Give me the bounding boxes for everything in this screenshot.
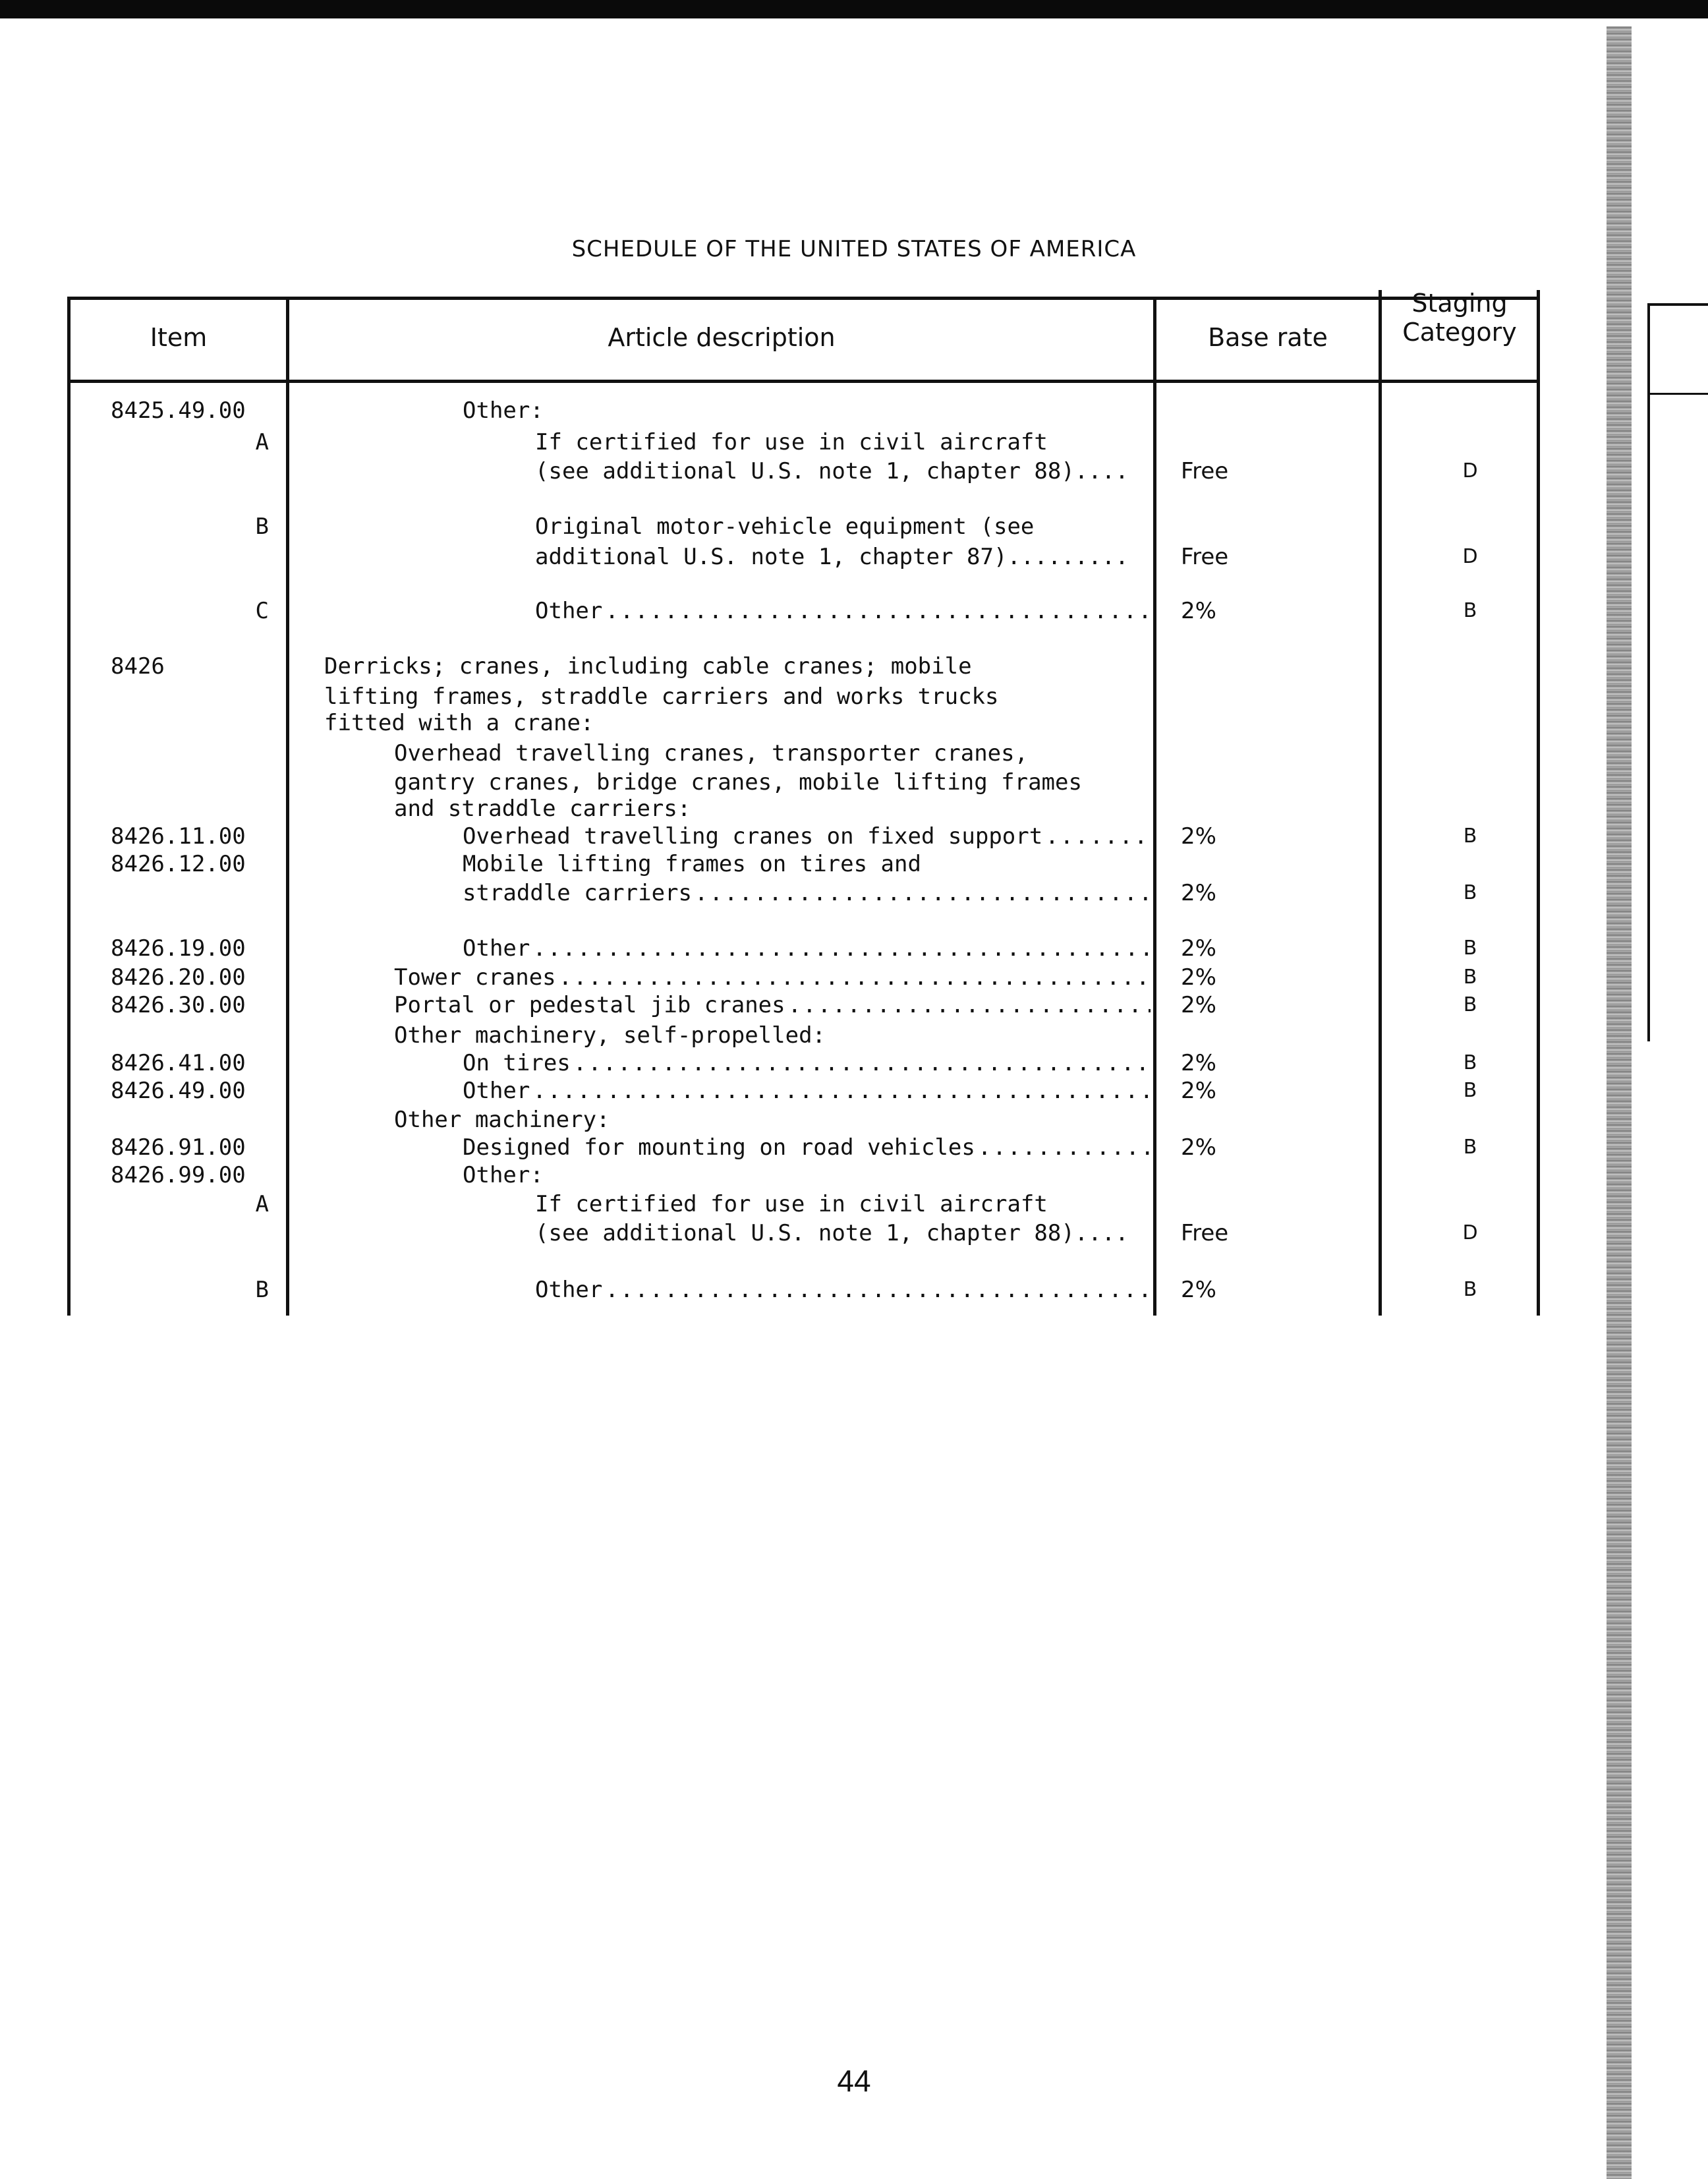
- staging-category: B: [1463, 993, 1477, 1016]
- base-rate: 2%: [1181, 1134, 1216, 1161]
- table-row: [0, 740, 1708, 767]
- table-row: [0, 1106, 1708, 1134]
- base-rate: 2%: [1181, 992, 1216, 1018]
- item-number: 8426.99.00: [111, 1162, 246, 1188]
- base-rate: Free: [1181, 1220, 1229, 1246]
- table-row: [0, 1134, 1708, 1161]
- article-description: Designed for mounting on road vehicles .....: [463, 1134, 1151, 1161]
- table-row: [0, 769, 1708, 796]
- article-description: Overhead travelling cranes on fixed support .....: [463, 823, 1151, 850]
- article-description: Other .....: [535, 597, 1151, 625]
- header-base-rate: Base rate: [1208, 323, 1328, 352]
- base-rate: 2%: [1181, 1277, 1216, 1303]
- article-description: Other:: [463, 397, 1151, 424]
- table-row: [0, 543, 1708, 571]
- article-description: and straddle carriers:: [394, 795, 1151, 823]
- staging-category: D: [1462, 545, 1478, 568]
- article-description: If certified for use in civil aircraft: [535, 1190, 1151, 1218]
- article-description: Other .....: [463, 1077, 1151, 1105]
- article-description: gantry cranes, bridge cranes, mobile lifting frames: [394, 769, 1151, 796]
- staging-category: B: [1463, 1136, 1477, 1159]
- header-staging-category: [1382, 289, 1537, 347]
- header-staging-line: Staging: [1411, 289, 1508, 318]
- item-number: 8426.91.00: [111, 1134, 246, 1161]
- item-subcode: B: [255, 1277, 269, 1303]
- base-rate: 2%: [1181, 823, 1216, 850]
- item-subcode: B: [255, 513, 269, 540]
- table-row: [0, 1276, 1708, 1304]
- table-row: [0, 709, 1708, 737]
- staging-category: D: [1462, 1221, 1478, 1244]
- article-description: (see additional U.S. note 1, chapter 88)....: [535, 1219, 1151, 1247]
- staging-category: D: [1462, 459, 1478, 482]
- table-row: [0, 683, 1708, 711]
- staging-category: B: [1463, 1051, 1477, 1074]
- article-description: Original motor-vehicle equipment (see: [535, 513, 1151, 540]
- article-description: (see additional U.S. note 1, chapter 88)....: [535, 457, 1151, 485]
- table-row: [0, 1161, 1708, 1189]
- article-description: Portal or pedestal jib cranes .....: [394, 991, 1151, 1019]
- article-description: On tires .....: [463, 1049, 1151, 1077]
- item-number: 8425.49.00: [111, 397, 246, 424]
- article-description: straddle carriers .....: [463, 879, 1151, 907]
- scan-top-edge: [0, 0, 1708, 18]
- staging-category: B: [1463, 599, 1477, 622]
- table-row: [0, 1022, 1708, 1049]
- table-row: [0, 991, 1708, 1019]
- staging-category: B: [1463, 1278, 1477, 1301]
- item-number: 8426.12.00: [111, 851, 246, 877]
- table-row: [0, 513, 1708, 540]
- article-description: Other machinery, self-propelled:: [394, 1022, 1151, 1049]
- staging-category: B: [1463, 825, 1477, 848]
- adjacent-page-table-border: [1649, 393, 1708, 395]
- base-rate: Free: [1181, 458, 1229, 484]
- base-rate: 2%: [1181, 1078, 1216, 1104]
- base-rate: 2%: [1181, 964, 1216, 991]
- item-subcode: A: [255, 429, 269, 455]
- table-row: [0, 964, 1708, 991]
- item-subcode: A: [255, 1191, 269, 1217]
- item-number: 8426.20.00: [111, 964, 246, 991]
- base-rate: 2%: [1181, 880, 1216, 906]
- header-staging-line: Category: [1402, 318, 1517, 347]
- table-row: [0, 879, 1708, 907]
- article-description: additional U.S. note 1, chapter 87).........: [535, 543, 1151, 571]
- base-rate: 2%: [1181, 1050, 1216, 1076]
- article-description: Other:: [463, 1161, 1151, 1189]
- table-row: [0, 1077, 1708, 1105]
- header-item: Item: [150, 323, 208, 352]
- item-number: 8426.11.00: [111, 823, 246, 850]
- article-description: lifting frames, straddle carriers and works trucks: [324, 683, 1151, 711]
- staging-category: B: [1463, 1079, 1477, 1102]
- staging-category: B: [1463, 966, 1477, 989]
- article-description: Other .....: [535, 1276, 1151, 1304]
- table-row: [0, 457, 1708, 485]
- item-number: 8426.41.00: [111, 1050, 246, 1076]
- base-rate: 2%: [1181, 935, 1216, 962]
- page-number: 44: [837, 2064, 871, 2098]
- item-number: 8426.30.00: [111, 992, 246, 1018]
- staging-category: B: [1463, 881, 1477, 904]
- adjacent-page-table-border: [1649, 303, 1708, 306]
- table-row: [0, 653, 1708, 680]
- table-row: [0, 597, 1708, 625]
- table-row: [0, 935, 1708, 962]
- table-row: [0, 1049, 1708, 1077]
- article-description: fitted with a crane:: [324, 709, 1151, 737]
- item-number: 8426.19.00: [111, 935, 246, 962]
- table-row: [0, 1219, 1708, 1247]
- article-description: Derricks; cranes, including cable cranes; mobile: [324, 653, 1151, 680]
- article-description: If certified for use in civil aircraft: [535, 428, 1151, 456]
- article-description: Other machinery:: [394, 1106, 1151, 1134]
- document-title: SCHEDULE OF THE UNITED STATES OF AMERICA: [571, 236, 1137, 262]
- table-row: [0, 850, 1708, 878]
- table-row: [0, 795, 1708, 823]
- item-subcode: C: [255, 598, 269, 624]
- base-rate: Free: [1181, 544, 1229, 570]
- base-rate: 2%: [1181, 598, 1216, 624]
- table-row: [0, 428, 1708, 456]
- table-row: [0, 397, 1708, 424]
- header-article-description: Article description: [608, 323, 836, 352]
- staging-category: B: [1463, 937, 1477, 960]
- table-row: [0, 823, 1708, 850]
- item-number: 8426.49.00: [111, 1078, 246, 1104]
- item-number: 8426: [111, 653, 165, 680]
- article-description: Mobile lifting frames on tires and: [463, 850, 1151, 878]
- article-description: Tower cranes .....: [394, 964, 1151, 991]
- table-row: [0, 1190, 1708, 1218]
- article-description: Other .....: [463, 935, 1151, 962]
- article-description: Overhead travelling cranes, transporter cranes,: [394, 740, 1151, 767]
